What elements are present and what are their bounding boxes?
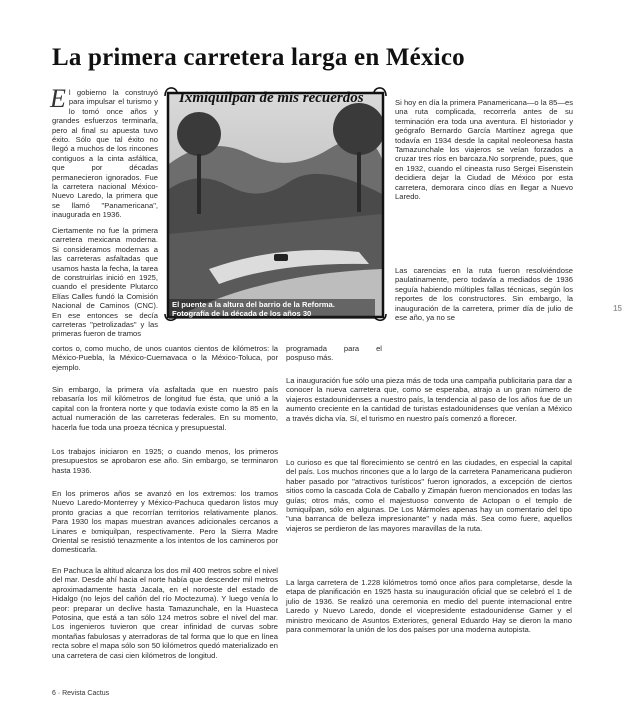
paragraph: Lo curioso es que tal florecimiento se centró en las ciudades, en especial la capital del país. Los muchos rincones que a lo largo de la carretera Panamericana pudieron haber pasado por "atractivos turísticos" fueron ignorados, a excepción de ciertos sitios como la cascada Cola de Caballo y Zimapán fueron mencionados en todas las guías; otros más, como el majestuoso convento de Actopan o el templo de Ixmiquilpan, sólo en algunas. De Los Mármoles apenas hay un comentario del tipo "una barranca de belleza impresionante" y nada más. Sea como fuere, aquellos viajeros se perdieron de las mayores maravillas de la ruta. <box>286 458 572 533</box>
paragraph: Si hoy en día la primera Panamericana—o la 85—es una ruta complicada, recorrerla antes de su terminación era toda una aventura. El historiador y geógrafo Bernardo García Martínez agrega que todavía en 1934 desde la capital neoleonesa hasta Tamazunchale los viajeros se veían forzados a cruzar tres ríos en barcaza.No sorprende, pues, que en 1932, cuando el cineasta ruso Sergei Eisenstein decidiera dejar la Ciudad de México por esta carretera, demorara cinco días en llegar a Nuevo Laredo. <box>395 98 573 202</box>
article-title: La primera carretera larga en México <box>52 44 465 71</box>
paragraph: cortos o, como mucho, de unos cuantos cientos de kilómetros: la México-Puebla, la México-Cuernavaca o la México-Toluca, por ejemplo. <box>52 344 278 372</box>
photo-title: Ixmiquilpan de mis recuerdos <box>179 90 364 106</box>
left-column-top <box>50 84 158 220</box>
ornate-frame <box>163 84 388 324</box>
paragraph: Las carencias en la ruta fueron resolviéndose paulatinamente, pero todavía a mediados de 1936 seguía habiendo múltiples fallas técnicas, según los reportes de los constructores. Sin embargo, la inauguración de la carretera, primer día de julio de ese año, ya no se <box>395 266 573 323</box>
paragraph: Los trabajos iniciaron en 1925; o cuando menos, los primeros presupuestos se aprobaron ese año. Sin embargo, se terminaron hasta 1936. <box>52 447 278 475</box>
paragraph: La inauguración fue sólo una pieza más de toda una campaña publicitaria para dar a conocer la nueva carretera que, como se esperaba, atrajo a un gran número de viajeros estadounidenses a nuestro país, la tendencia al paso de los años fue de un aumento creciente en la cantidad de turistas estadounidenses que venían a México a través dicha vía. Sí, el turismo en nuestro país comenzó a florecer. <box>286 376 572 423</box>
drop-cap: E <box>50 84 66 113</box>
photo-figure <box>163 84 388 324</box>
paragraph: Ciertamente no fue la primera carretera mexicana moderna. Si consideramos modernas a las carreteras asfaltadas que usamos hasta la fecha, la tarea de construirlas inició en 1925, cuando el presidente Plutarco Elías Calles fundó la Comisión Nacional de Caminos (CNC). En ese entonces se decía carreteras "petrolizadas" y las primeras fueron de tramos <box>52 226 158 339</box>
paragraph: En los primeros años se avanzó en los extremos: los tramos Nuevo Laredo-Monterrey y México-Pachuca quedaron listos muy pronto gracias a que recorrían territorios relativamente planos. Para 1930 los mapas muestran avances adicionales cercanos a Linares e Ixmiquilpan, respectivamente. Pero la Sierra Madre Oriental se resistió tenazmente a los intentos de los camineros por domesticarla. <box>52 489 278 555</box>
photo-caption: El puente a la altura del barrio de la Reforma. Fotografía de la década de los años 30 <box>169 299 375 319</box>
paragraph: programada para el pospuso más. <box>286 344 382 363</box>
paragraph: l gobierno la construyó para impulsar el turismo y lo tomó once años y grandes esfuerzos terminarla, pero al final su apuesta tuvo éxito. Sólo que tal éxito no llegó a muchos de los rincones contiguos a la cinta asfáltica, que por décadas permanecieron ignorados. Fue la carretera nacional México-Nuevo Laredo, la primera que se llamó "Panamericana", inaugurada en 1936. <box>52 88 158 220</box>
footer-page-label: 6 · Revista Cactus <box>52 690 110 697</box>
paragraph: Sin embargo, la primera vía asfaltada que en nuestro país rebasaría los mil kilómetros de longitud fue ésta, que unió a la capital con la frontera norte y que todavía existe como la 85 en la actual numeración de las carreteras federales. En su momento, hacerla fue toda una proeza técnica y presupuestal. <box>52 385 278 432</box>
paragraph: En Pachuca la altitud alcanza los dos mil 400 metros sobre el nivel del mar. Desde ahí hacia el norte había que descender mil metros aproximadamente hasta Jacala, en el noroeste del estado de Hidalgo (no lejos del cañón del río Moctezuma). Y luego venía lo peor: preparar un declive hasta Tamazunchale, en la Huasteca Potosina, que está a tan sólo 124 metros sobre el nivel del mar. Los ingenieros tuvieron que crear infinidad de curvas sobre montañas fabulosas y aterradoras de tal forma que lo que en línea recta sobre el mapa sólo son 50 kilómetros quedó materializado en una carretera de casi cien kilómetros de longitud. <box>52 566 278 660</box>
page-number: 15 <box>613 304 622 313</box>
paragraph: La larga carretera de 1.228 kilómetros tomó once años para completarse, desde la etapa de planificación en 1925 hasta su inauguración oficial que se celebró el 1 de julio de 1936. Se realizó una ceremonia en medio del puente internacional entre Laredo y Nuevo Laredo, donde el vicepresidente estadounidense Garner y el ministro mexicano de Asuntos Exteriores, general Eduardo Hay se dieron la mano para conmemorar la unión de los dos países por una moderna autopista. <box>286 578 572 635</box>
